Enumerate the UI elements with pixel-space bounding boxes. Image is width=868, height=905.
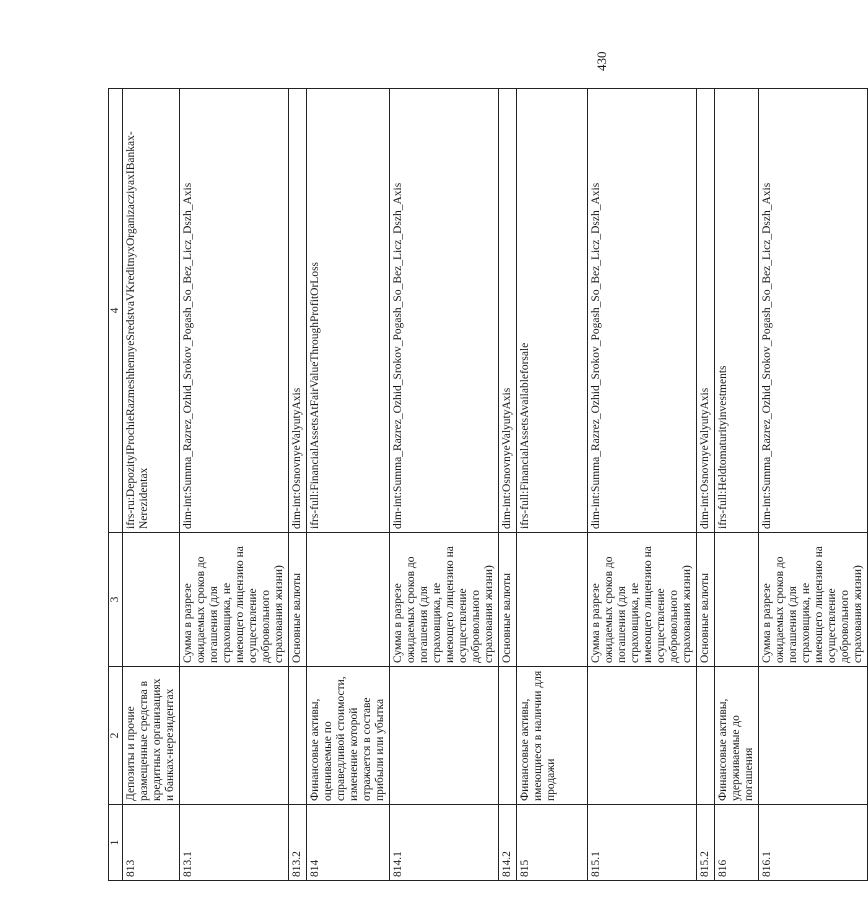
table-row [517,89,588,881]
cell-col-1: 815 [517,805,588,881]
table-row [390,89,499,881]
table-row [289,89,307,881]
cell-col-4: dim-int:OsnovnyeValyutyAxis [697,89,715,533]
cell-col-2: Финансовые активы, удерживаемые до погашения [715,667,759,805]
cell-col-4: ifrs-full:Heldtomaturityinvestments [715,89,759,533]
cell-col-2 [499,667,517,805]
header-cell-1: 1 [109,805,123,881]
page-number: 430 [594,51,609,71]
cell-col-4: dim-int:Summa_Razrez_Ozhid_Srokov_Pogash_So_Bez_Licz_Dszh_Axis [759,89,868,533]
cell-col-1: 816.1 [759,805,868,881]
cell-col-2 [180,667,289,805]
cell-col-1: 816 [715,805,759,881]
cell-col-4: dim-int:Summa_Razrez_Ozhid_Srokov_Pogash_So_Bez_Licz_Dszh_Axis [390,89,499,533]
cell-col-2 [697,667,715,805]
cell-col-4: dim-int:OsnovnyeValyutyAxis [289,89,307,533]
cell-col-4: ifrs-full:FinancialAssetsAtFairValueThroughProfitOrLoss [307,89,390,533]
cell-col-3: Сумма в разрезе ожидаемых сроков до погашения (для страховщика, не имеющего лицензию на осуществление добровольного страхования жизни) [390,533,499,667]
table-row [180,89,289,881]
table-body [109,89,868,881]
table-row [499,89,517,881]
cell-col-2 [390,667,499,805]
cell-col-1: 815.2 [697,805,715,881]
cell-col-4: dim-int:Summa_Razrez_Ozhid_Srokov_Pogash_So_Bez_Licz_Dszh_Axis [180,89,289,533]
cell-col-3: Основные валюты [499,533,517,667]
cell-col-1: 813 [123,805,180,881]
cell-col-1: 815.1 [588,805,697,881]
cell-col-2 [289,667,307,805]
cell-col-3 [123,533,180,667]
cell-col-3: Сумма в разрезе ожидаемых сроков до погашения (для страховщика, не имеющего лицензию на осуществление добровольного страхования жизни) [759,533,868,667]
table-row [307,89,390,881]
cell-col-4: dim-int:Summa_Razrez_Ozhid_Srokov_Pogash_So_Bez_Licz_Dszh_Axis [588,89,697,533]
cell-col-3: Основные валюты [697,533,715,667]
cell-col-3: Сумма в разрезе ожидаемых сроков до погашения (для страховщика, не имеющего лицензию на осуществление добровольного страхования жизни) [588,533,697,667]
header-cell-3: 3 [109,533,123,667]
cell-col-2 [759,667,868,805]
header-row [109,89,123,881]
cell-col-1: 814.1 [390,805,499,881]
cell-col-4: ifrs-ru:DepozityIProchieRazmeshhennyeSredstvaVKreditnyxOrganizacziyaxIBankax-Nerezidentax [123,89,180,533]
cell-col-3: Основные валюты [289,533,307,667]
cell-col-1: 813.2 [289,805,307,881]
cell-col-1: 814 [307,805,390,881]
table-row [588,89,697,881]
header-cell-2: 2 [109,667,123,805]
cell-col-3 [307,533,390,667]
cell-col-2 [588,667,697,805]
cell-col-2: Депозиты и прочие размещенные средства в кредитных организациях и банках-нерезидентах [123,667,180,805]
table-row [715,89,759,881]
header-cell-4: 4 [109,89,123,533]
cell-col-1: 814.2 [499,805,517,881]
taxonomy-table [108,88,868,881]
cell-col-3 [517,533,588,667]
cell-col-4: dim-int:OsnovnyeValyutyAxis [499,89,517,533]
cell-col-3: Сумма в разрезе ожидаемых сроков до погашения (для страховщика, не имеющего лицензию на осуществление добровольного страхования жизни) [180,533,289,667]
table-row [697,89,715,881]
cell-col-1: 813.1 [180,805,289,881]
cell-col-2: Финансовые активы, оцениваемые по справедливой стоимости, изменение которой отражается в составе прибыли или убытка [307,667,390,805]
cell-col-4: ifrs-full:FinancialAssetsAvailableforsale [517,89,588,533]
cell-col-2: Финансовые активы, имеющиеся в наличии для продажи [517,667,588,805]
table-row [759,89,868,881]
table-row [123,89,180,881]
cell-col-3 [715,533,759,667]
